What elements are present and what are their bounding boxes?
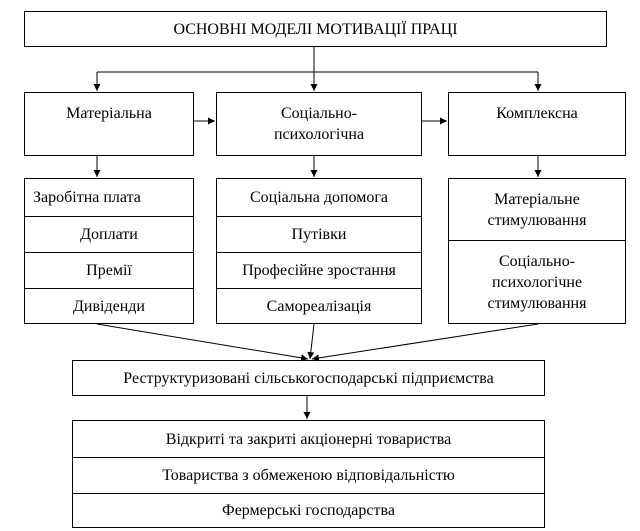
- complex-item: Соціально- психологічне стимулювання: [449, 240, 625, 323]
- model-social-label-line2: психологічна: [273, 126, 365, 143]
- material-item: Доплати: [25, 216, 193, 252]
- social-item: Соціальна допомога: [249, 189, 389, 206]
- social-item: Путівки: [217, 216, 421, 252]
- material-items-list: [24, 178, 194, 324]
- arrow-material-items-to-restructured: [97, 324, 308, 359]
- model-social-box: [216, 92, 422, 156]
- complex-items-list: [448, 178, 626, 324]
- model-material-label: Матеріальна: [66, 105, 152, 122]
- restructured-label: Реструктуризовані сільськогосподарські підприємства: [123, 369, 494, 387]
- restructured-box: [72, 360, 545, 396]
- social-item: Професійне зростання: [217, 252, 421, 288]
- model-social-label-line1: Соціально-: [280, 105, 358, 122]
- title-box: [24, 11, 607, 47]
- model-material-box: [24, 92, 194, 156]
- arrow-social-items-to-restructured: [310, 324, 314, 359]
- material-item: Премії: [25, 252, 193, 288]
- social-items-list: [216, 178, 422, 324]
- model-complex-label: Комплексна: [496, 105, 578, 122]
- arrow-complex-items-to-restructured: [312, 324, 538, 359]
- enterprise-type-item: Товариства з обмеженою відповідальністю: [73, 457, 544, 493]
- complex-item: Матеріальне стимулювання: [487, 190, 587, 229]
- model-complex-box: [448, 92, 626, 156]
- material-item: Заробітна плата: [33, 189, 141, 206]
- diagram-title: ОСНОВНІ МОДЕЛІ МОТИВАЦІЇ ПРАЦІ: [173, 20, 458, 38]
- enterprise-type-item: Відкриті та закриті акціонерні товариства: [165, 430, 452, 448]
- material-item: Дивіденди: [25, 288, 193, 323]
- enterprise-types-list: [72, 420, 545, 528]
- social-item: Самореалізація: [217, 288, 421, 323]
- enterprise-type-item: Фермерські господарства: [73, 493, 544, 527]
